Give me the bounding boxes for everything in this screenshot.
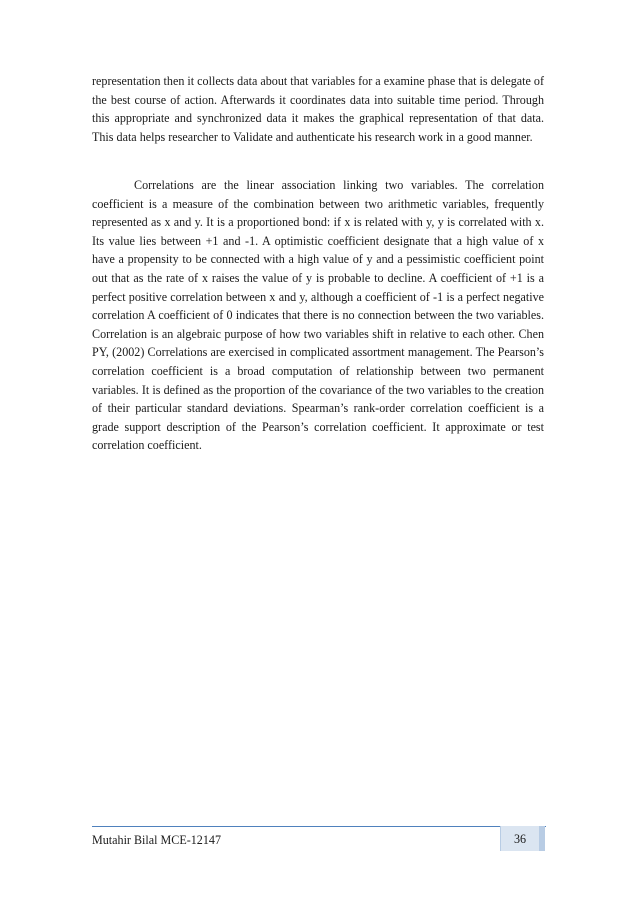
page-number-box-edge [540,826,545,851]
page-number-box [500,826,540,851]
paragraph-2: Correlations are the linear association linking two variables. The correlation coefficient is a measure of the combination between two arithmetic variables, frequently represented as x and y. It is a proportioned bond: if x is related with y, y is correlated with x. Its value lies between +1 and -1. A optimistic coefficient designate that a high value of x have a propensity to be connected with a high value of y and a pessimistic coefficient point out that as the rate of x raises the value of y is probable to decline. A coefficient of +1 is a perfect positive correlation between x and y, although a coefficient of -1 is a perfect negative correlation A coefficient of 0 indicates that there is no connection between the two variables. Correlation is an algebraic purpose of how two variables shift in relative to each other. Chen PY, (2002) Correlations are exercised in complicated assortment management. The Pearson’s correlation coefficient is a broad computation of relationship between two permanent variables. It is defined as the proportion of the covariance of the two variables to the creation of their particular standard deviations. Spearman’s rank-order correlation coefficient is a grade support description of the Pearson’s correlation coefficient. It approximate or test correlation coefficient. [92,178,544,453]
page-number: 36 [513,832,527,846]
footer-author: Mutahir Bilal MCE-12147 [92,833,221,847]
paragraph-1: representation then it collects data about that variables for a examine phase that is delegate of the best course of action. Afterwards it coordinates data into suitable time period. Through this appropriate and synchronized data it makes the graphical representation of that data. This data helps researcher to Validate and authenticate his research work in a good manner. [92,74,544,144]
page-footer [92,826,546,852]
footer-divider [92,826,546,827]
